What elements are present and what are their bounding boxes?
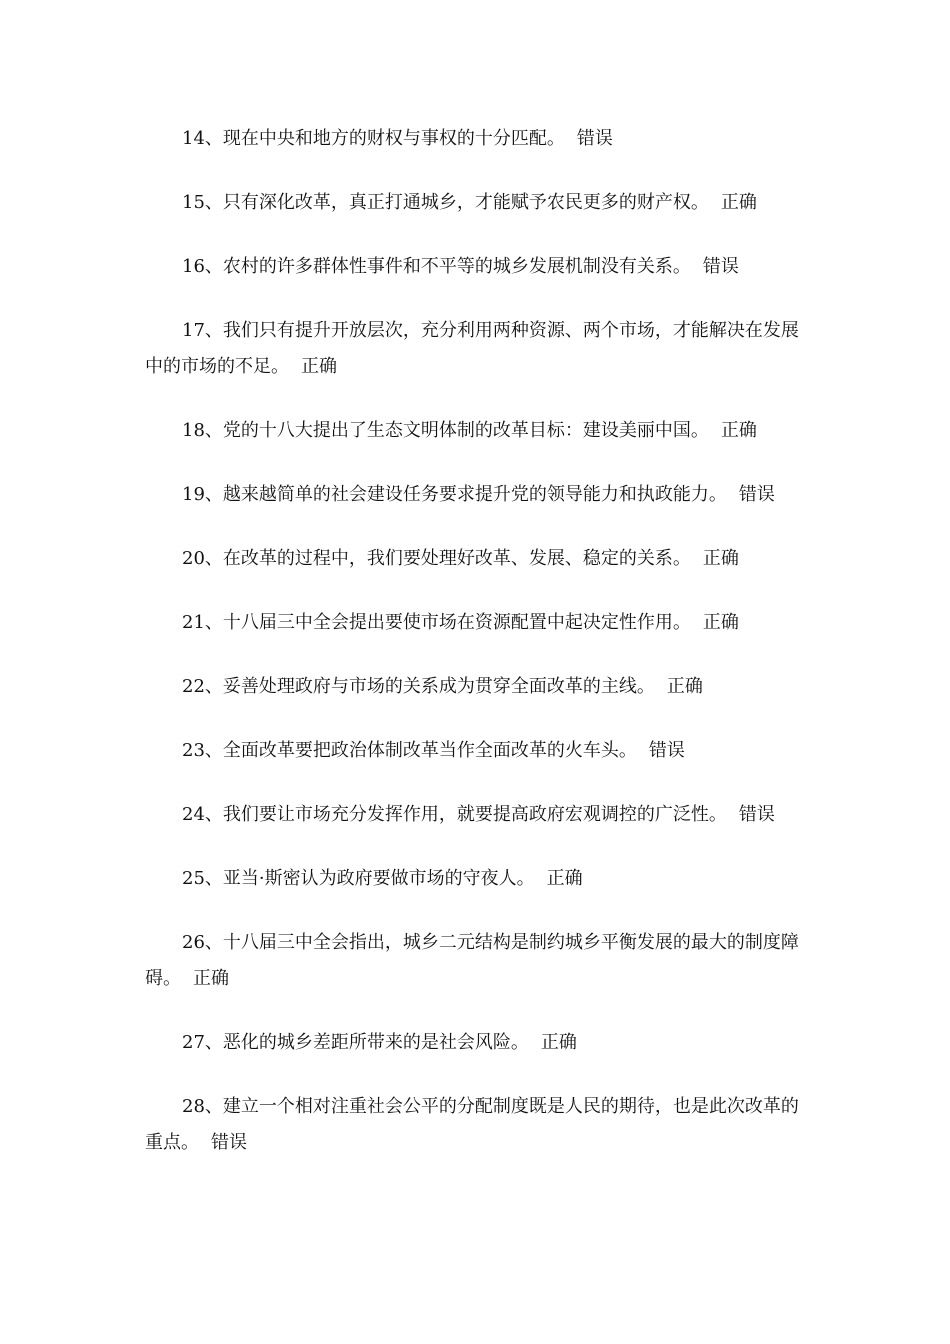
question-item: [145, 797, 810, 833]
question-text: 23、全面改革要把政治体制改革当作全面改革的火车头。: [182, 740, 637, 761]
question-text: 22、妥善处理政府与市场的关系成为贯穿全面改革的主线。: [182, 676, 655, 697]
question-item: [145, 249, 810, 285]
answer-text: 错误: [738, 484, 775, 505]
question-text: 15、只有深化改革，真正打通城乡，才能赋予农民更多的财产权。: [182, 192, 709, 213]
question-item: [145, 313, 810, 385]
question-item: [145, 861, 810, 897]
answer-text: 正确: [301, 356, 337, 377]
question-item: [145, 121, 810, 157]
question-text: 24、我们要让市场充分发挥作用，就要提高政府宏观调控的广泛性。: [182, 804, 727, 825]
answer-text: 正确: [540, 1032, 577, 1053]
question-item: [145, 541, 810, 577]
answer-text: 错误: [576, 128, 613, 149]
question-text: 19、越来越简单的社会建设任务要求提升党的领导能力和执政能力。: [182, 484, 727, 505]
question-item: [145, 185, 810, 221]
question-list: [145, 121, 810, 1189]
answer-text: 错误: [702, 256, 739, 277]
answer-text: 错误: [738, 804, 775, 825]
answer-text: 正确: [702, 548, 739, 569]
question-text: 16、农村的许多群体性事件和不平等的城乡发展机制没有关系。: [182, 256, 691, 277]
question-item: [145, 413, 810, 449]
answer-text: 正确: [193, 968, 229, 989]
question-text: 25、亚当·斯密认为政府要做市场的守夜人。: [182, 868, 535, 889]
question-text: 17、我们只有提升开放层次，充分利用两种资源、两个市场，才能解决在发展中的市场的不足。: [145, 320, 799, 377]
question-item: [145, 669, 810, 705]
question-item: [145, 925, 810, 997]
question-item: [145, 1025, 810, 1061]
question-text: 28、建立一个相对注重社会公平的分配制度既是人民的期待，也是此次改革的重点。: [145, 1096, 799, 1153]
answer-text: 正确: [546, 868, 583, 889]
question-text: 26、十八届三中全会指出，城乡二元结构是制约城乡平衡发展的最大的制度障碍。: [145, 932, 799, 989]
answer-text: 正确: [702, 612, 739, 633]
question-text: 20、在改革的过程中，我们要处理好改革、发展、稳定的关系。: [182, 548, 691, 569]
question-item: [145, 605, 810, 641]
answer-text: 正确: [720, 420, 757, 441]
question-text: 18、党的十八大提出了生态文明体制的改革目标：建设美丽中国。: [182, 420, 709, 441]
answer-text: 错误: [211, 1132, 247, 1153]
question-item: [145, 1089, 810, 1161]
question-item: [145, 477, 810, 513]
answer-text: 正确: [720, 192, 757, 213]
question-text: 21、十八届三中全会提出要使市场在资源配置中起决定性作用。: [182, 612, 691, 633]
question-text: 27、恶化的城乡差距所带来的是社会风险。: [182, 1032, 529, 1053]
question-item: [145, 733, 810, 769]
answer-text: 错误: [648, 740, 685, 761]
answer-text: 正确: [666, 676, 703, 697]
question-text: 14、现在中央和地方的财权与事权的十分匹配。: [182, 128, 565, 149]
